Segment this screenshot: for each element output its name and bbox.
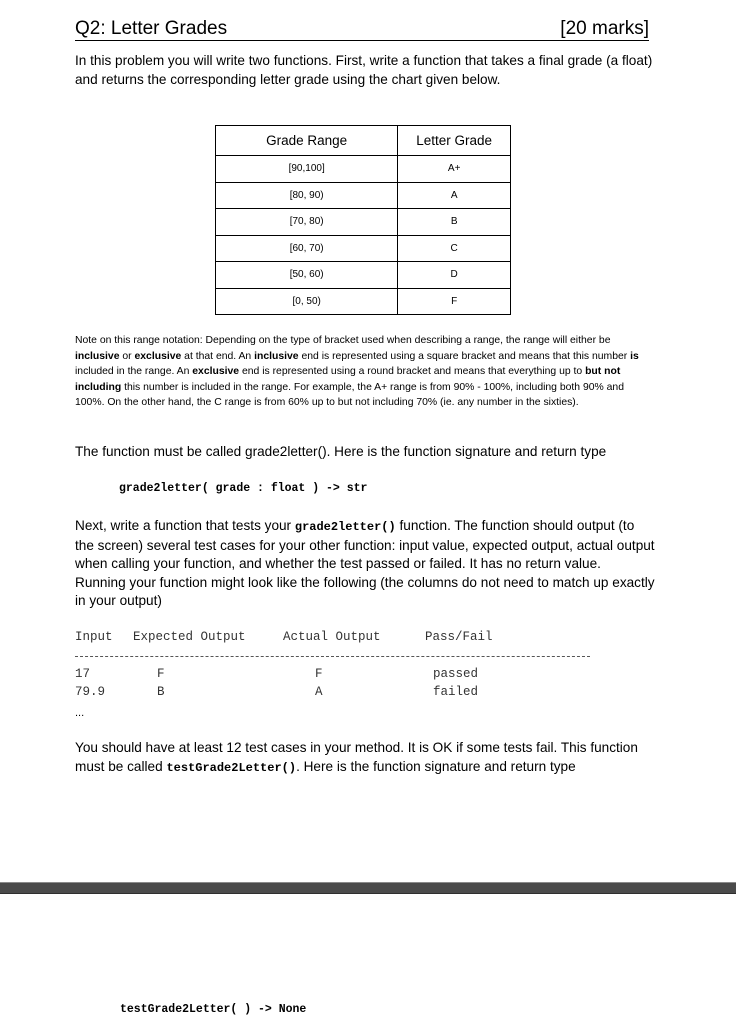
note-text: at that end. An (181, 350, 255, 362)
intro-paragraph: In this problem you will write two functions. First, write a function that takes a final grade (a float) and returns the corresponding letter grade using the chart given below. (75, 53, 653, 87)
note-text: this number is included in the range. For example, the A+ range is from 90% - 100%, including both 90% and 100%. On the other hand, the C range is from 60% up to but not including 70% (ie. any number in the sixties). (75, 381, 624, 409)
test-cases-paragraph (75, 739, 655, 777)
paragraph-text: function. The function should output (to the screen) several test cases for your other function: input value, expected output, actual output when calling your function, and whether the test passed or failed. It has no return value. Running your function might look like the following (the columns do not need to match up exactly in your output) (75, 518, 655, 608)
output-result-value: passed (433, 667, 479, 681)
output-input-value: 79.9 (75, 685, 106, 699)
document-page-2 (0, 894, 736, 1036)
output-actual-value: F (315, 667, 323, 681)
grade-range-cell: [60, 70) (216, 235, 398, 262)
output-header-actual: Actual Output (283, 630, 381, 644)
function-intro-paragraph: The function must be called grade2letter(). Here is the function signature and return type (75, 444, 607, 459)
table-row (216, 288, 511, 315)
grade-range-cell: [70, 80) (216, 209, 398, 236)
inline-code: testGrade2Letter() (166, 760, 297, 775)
letter-grade-cell: D (398, 262, 511, 289)
note-text: end is represented using a square bracket and means that this number (298, 350, 631, 362)
test-function-paragraph (75, 517, 655, 611)
output-header-input: Input (75, 630, 113, 644)
grade-range-cell: [50, 60) (216, 262, 398, 289)
header-letter-grade: Letter Grade (398, 126, 511, 156)
letter-grade-cell: C (398, 235, 511, 262)
letter-grade-cell: B (398, 209, 511, 236)
note-emphasis: inclusive (75, 350, 120, 362)
note-emphasis: but not including (75, 366, 621, 393)
note-emphasis: is (630, 350, 639, 362)
output-result-value: failed (433, 685, 479, 699)
output-expected-value: B (157, 685, 165, 699)
note-text: Note on this range notation: Depending on the type of bracket used when describing a range, the range will either be (75, 335, 611, 346)
question-title: Q2: Letter Grades (75, 18, 228, 39)
table-row (216, 156, 511, 183)
note-emphasis: exclusive (134, 350, 182, 362)
grade-range-cell: [80, 90) (216, 182, 398, 209)
paragraph-text: . Here is the function signature and return type (296, 758, 576, 774)
table-header-row (216, 126, 511, 156)
letter-grade-cell: F (398, 288, 511, 315)
grade2letter-signature: grade2letter( grade : float ) -> str (119, 482, 368, 495)
question-marks: [20 marks] (560, 18, 649, 39)
table-row (216, 262, 511, 289)
note-emphasis: inclusive (254, 350, 299, 362)
letter-grade-cell: A (398, 182, 511, 209)
letter-grade-cell: A+ (398, 156, 511, 183)
grade-range-cell: [0, 50) (216, 288, 398, 315)
output-ellipsis: ... (75, 707, 85, 719)
output-expected-value: F (157, 667, 165, 681)
header-grade-range: Grade Range (216, 126, 398, 156)
grade-range-cell: [90,100] (216, 156, 398, 183)
table-row (216, 235, 511, 262)
inline-code: grade2letter() (294, 520, 396, 534)
output-actual-value: A (315, 685, 323, 699)
note-text: or (119, 350, 135, 362)
page-break-divider (0, 882, 736, 894)
range-notation-note (75, 333, 655, 411)
paragraph-text: Next, write a function that tests your (75, 518, 295, 533)
table-row (216, 209, 511, 236)
question-heading (75, 17, 649, 41)
output-header-expected: Expected Output (133, 630, 246, 644)
output-header-pass-fail: Pass/Fail (425, 630, 493, 644)
note-text: included in the range. An (75, 366, 193, 378)
testgrade2letter-signature: testGrade2Letter( ) -> None (120, 1003, 307, 1016)
grade-chart-table (215, 125, 511, 315)
paragraph-text: You should have at least 12 test cases in your method. It is OK if some tests fail. This function must be called (75, 740, 638, 774)
note-emphasis: exclusive (192, 366, 240, 378)
note-text: end is represented using a round bracket and means that everything up to (239, 366, 586, 378)
table-row (216, 182, 511, 209)
output-divider (75, 656, 590, 657)
output-input-value: 17 (75, 667, 91, 681)
